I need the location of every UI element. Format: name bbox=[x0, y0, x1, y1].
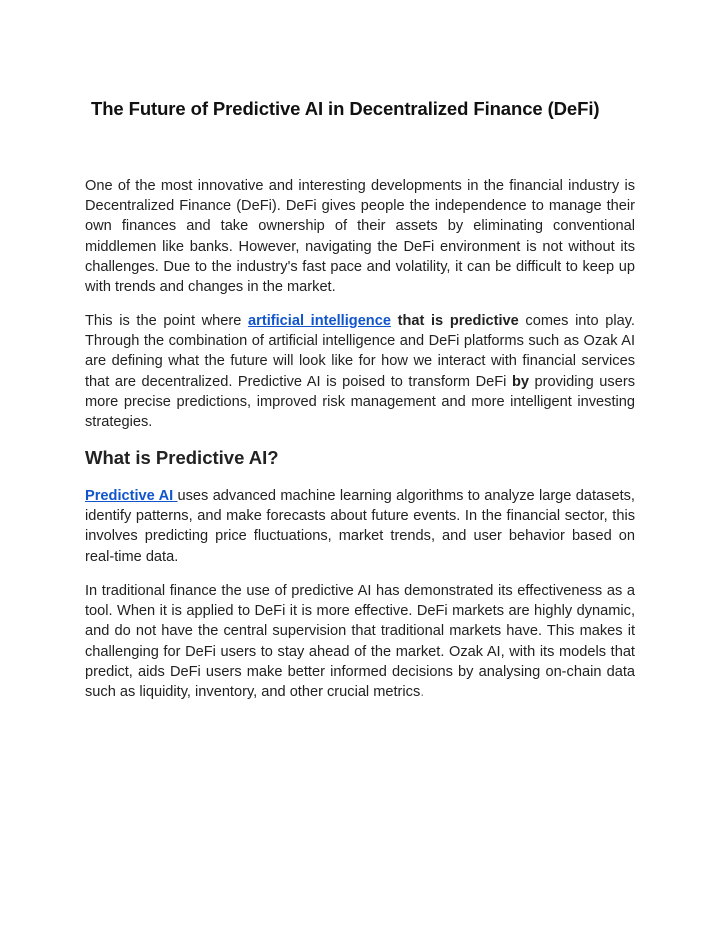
paragraph-end-period: . bbox=[420, 684, 425, 701]
ai-paragraph-lead: This is the point where bbox=[85, 313, 249, 329]
ai-paragraph-bold-by: by bbox=[511, 373, 529, 390]
artificial-intelligence-link[interactable]: artificial intelligence bbox=[248, 313, 391, 329]
predictive-ai-paragraph-body: uses advanced machine learning algorithms to analyze large datasets, identify patterns, and make forecasts about future events. In the financial sector, this involves predicting price fluctuations, market trends, and user behavior based on real-time data. bbox=[85, 488, 635, 565]
intro-paragraph: One of the most innovative and interesting developments in the financial industry is Decentralized Finance (DeFi). DeFi gives people the independence to manage their own finances and take ownership of their assets by eliminating conventional middlemen like banks. However, navigating the DeFi environment is not without its challenges. Due to the industry's fast pace and volatility, it can be difficult to keep up with trends and changes in the market. bbox=[85, 178, 635, 296]
ai-paragraph-body: comes into play. Through the combination of artificial intelligence and DeFi platforms such as Ozak AI are defining what the future will look like for how we interact with financial services that are decentralized. Predictive AI is poised to transform DeFi bbox=[85, 313, 635, 390]
predictive-ai-link[interactable]: Predictive AI bbox=[85, 488, 178, 504]
document-title: The Future of Predictive AI in Decentralized Finance (DeFi) bbox=[91, 98, 600, 119]
predictive-ai-paragraph bbox=[85, 486, 635, 567]
ai-paragraph-tail: providing users more precise predictions, improved risk management and more intelligent investing strategies. bbox=[85, 373, 635, 431]
ai-paragraph bbox=[85, 311, 635, 432]
traditional-finance-paragraph bbox=[85, 581, 635, 702]
section-heading: What is Predictive AI? bbox=[85, 447, 279, 468]
ai-paragraph-bold-phrase: that is predictive bbox=[390, 313, 519, 329]
traditional-finance-paragraph-body: In traditional finance the use of predictive AI has demonstrated its effectiveness as a tool. When it is applied to DeFi it is more effective. DeFi markets are highly dynamic, and do not have the central supervision that traditional markets have. This makes it challenging for DeFi users to stay ahead of the market. Ozak AI, with its models that predict, aids DeFi users make better informed decisions by analysing on-chain data such as liquidity, inventory, and other crucial metrics bbox=[85, 583, 635, 701]
